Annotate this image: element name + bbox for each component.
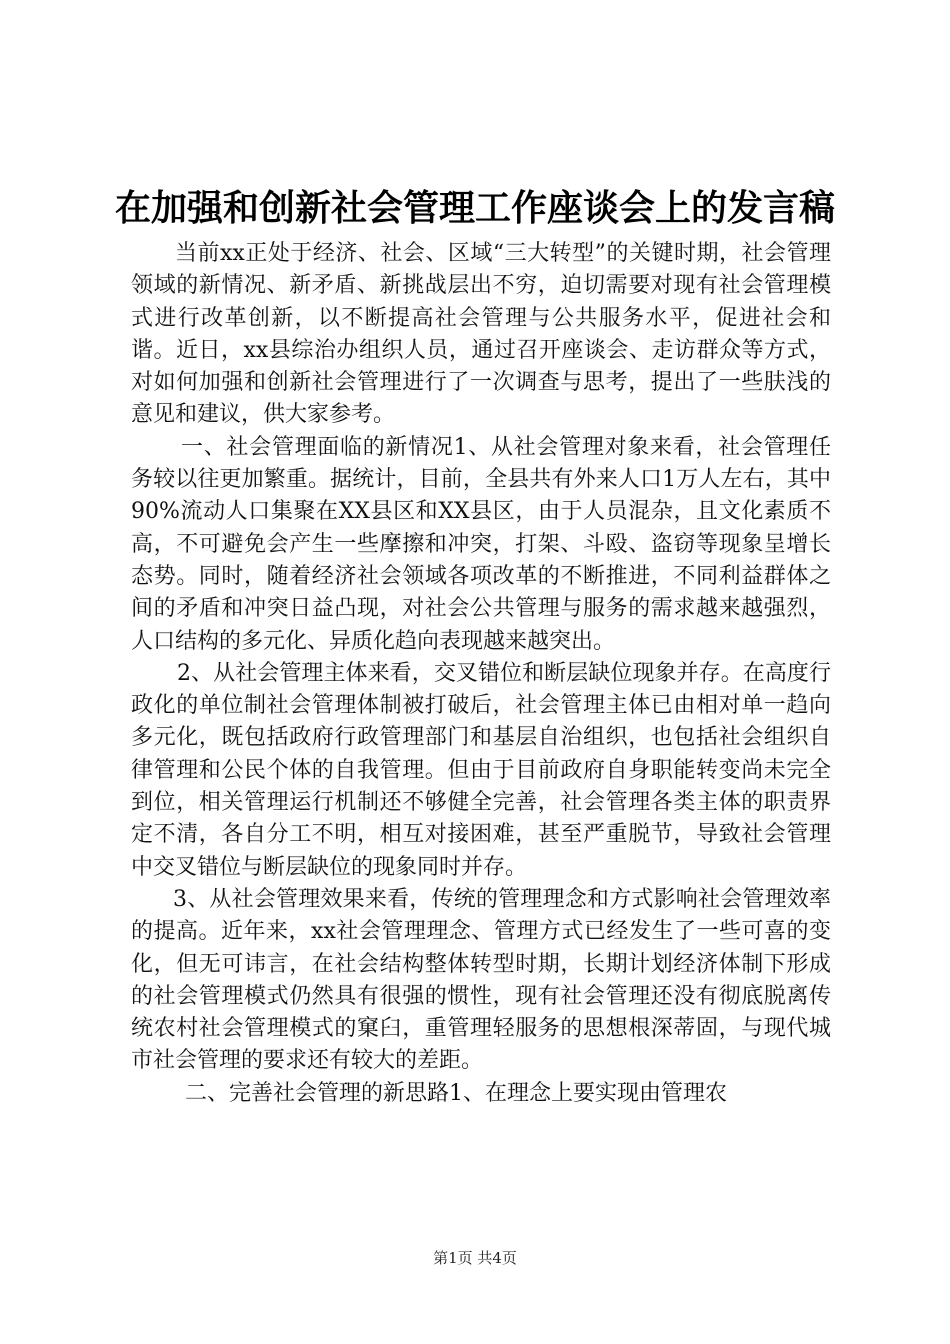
paragraph-section-two: 二、完善社会管理的新思路1、在理念上要实现由管理农 <box>185 1080 727 1106</box>
document-body <box>131 238 831 1110</box>
paragraph-point-three: 3、从社会管理效果来看，传统的管理理念和方式影响社会管理效率的提高。近年来，xx社会管理理念、管理方式已经发生了一些可喜的变化，但无可讳言，在社会结构整体转型时期，长期计划经济体制下形成的社会管理模式仍然具有很强的惯性，现有社会管理还没有彻底脱离传统农村社会管理模式的窠臼，重管理轻服务的思想根深蒂固，与现代城市社会管理的要求还有较大的差距。 <box>131 886 831 1074</box>
page-footer: 第1页 共4页 <box>433 1249 517 1267</box>
document-title: 在加强和创新社会管理工作座谈会上的发言稿 <box>114 187 835 229</box>
paragraph-intro: 当前xx正处于经济、社会、区域“三大转型”的关键时期，社会管理领域的新情况、新矛盾、新挑战层出不穷，迫切需要对现有社会管理模式进行改革创新，以不断提高社会管理与公共服务水平，促进社会和谐。近日，xx县综治办组织人员，通过召开座谈会、走访群众等方式，对如何加强和创新社会管理进行了一次调查与思考，提出了一些肤浅的意见和建议，供大家参考。 <box>131 241 831 428</box>
paragraph-section-one: 一、社会管理面临的新情况1、从社会管理对象来看，社会管理任务较以往更加繁重。据统计，目前，全县共有外来人口1万人左右，其中90%流动人口集聚在XX县区和XX县区，由于人员混杂，且文化素质不高，不可避免会产生一些摩擦和冲突，打架、斗殴、盗窃等现象呈增长态势。同时，随着经济社会领域各项改革的不断推进，不同利益群体之间的矛盾和冲突日益凸现，对社会公共管理与服务的需求越来越强烈，人口结构的多元化、异质化趋向表现越来越突出。 <box>131 434 831 654</box>
paragraph-point-two: 2、从社会管理主体来看，交叉错位和断层缺位现象并存。在高度行政化的单位制社会管理体制被打破后，社会管理主体已由相对单一趋向多元化，既包括政府行政管理部门和基层自治组织，也包括社会组织自律管理和公民个体的自我管理。但由于目前政府自身职能转变尚未完全到位，相关管理运行机制还不够健全完善，社会管理各类主体的职责界定不清，各自分工不明，相互对接困难，甚至严重脱节，导致社会管理中交叉错位与断层缺位的现象同时并存。 <box>131 660 831 880</box>
